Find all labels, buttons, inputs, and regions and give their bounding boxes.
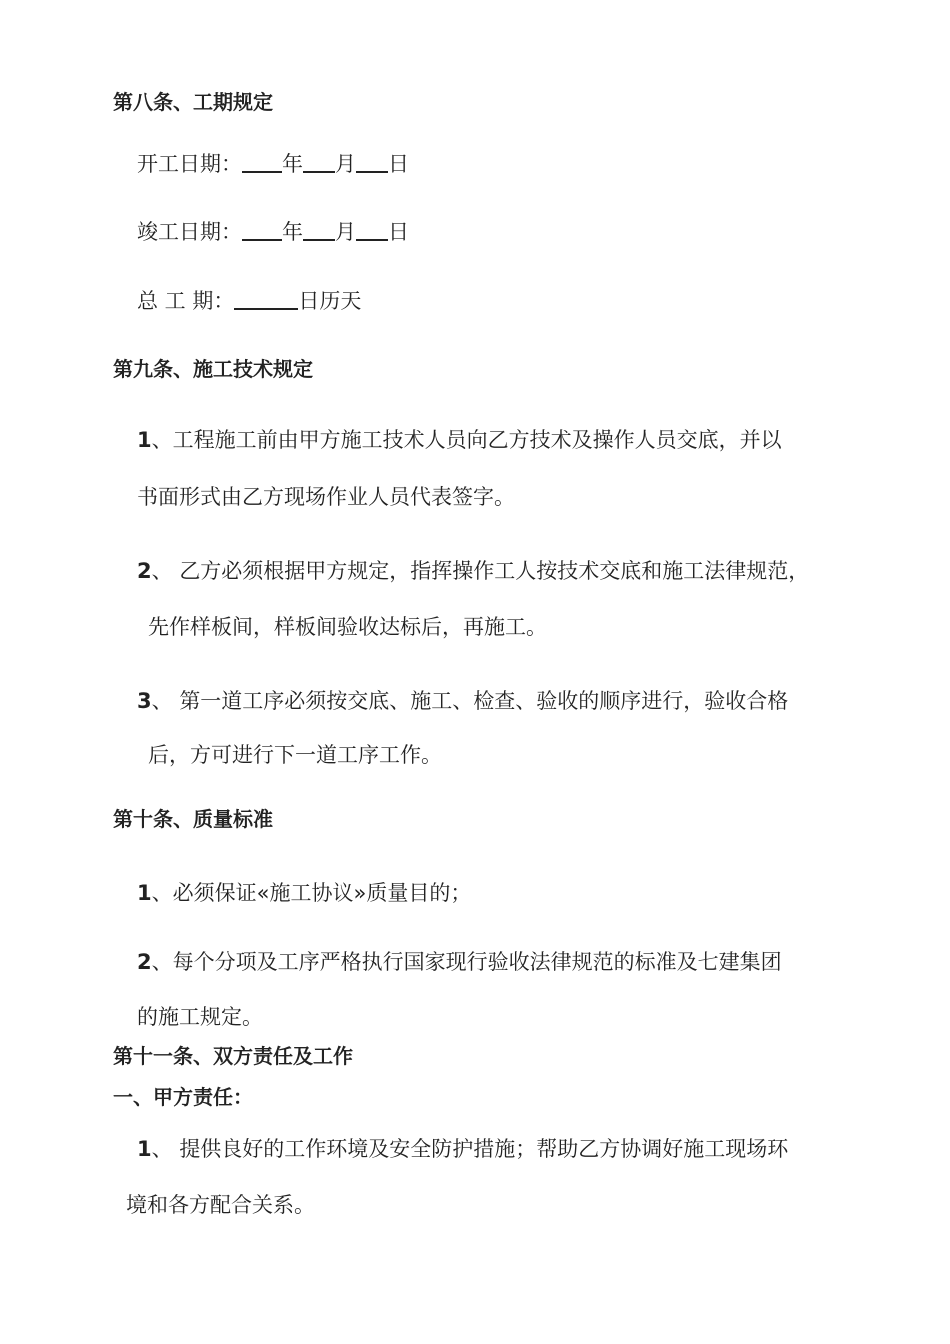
total-duration-unit: 日历天: [298, 289, 362, 313]
article-11-heading: 第十一条、双方责任及工作: [113, 1044, 353, 1068]
art11-item-1-line1: [137, 1135, 788, 1163]
start-month-blank[interactable]: [303, 151, 335, 173]
art9-item-2-line1: [137, 557, 809, 585]
item-text: 工程施工前由甲方施工技术人员向乙方技术及操作人员交底，并以: [172, 428, 782, 452]
art9-item-1-line2: 书面形式由乙方现场作业人员代表签字。: [137, 485, 515, 509]
item-number: 3: [137, 689, 152, 713]
end-date-label: 竣工日期：: [137, 220, 242, 244]
item-number: 2: [137, 559, 152, 583]
start-year-unit: 年: [282, 152, 303, 176]
article-9-heading: 第九条、施工技术规定: [113, 357, 313, 381]
item-number: 2: [137, 950, 152, 974]
art9-item-3-line1: [137, 687, 788, 715]
start-date-label: 开工日期：: [137, 152, 242, 176]
end-month-blank[interactable]: [303, 219, 335, 241]
start-day-blank[interactable]: [356, 151, 388, 173]
item-text: 乙方必须根据甲方规定，指挥操作工人按技术交底和施工法律规范，: [179, 559, 810, 583]
end-day-unit: 日: [388, 220, 409, 244]
start-month-unit: 月: [335, 152, 356, 176]
item-text: 必须保证«施工协议»质量目的；: [172, 881, 472, 905]
article-8-heading: 第八条、工期规定: [113, 90, 273, 114]
item-number: 1: [137, 881, 152, 905]
total-duration-line: [137, 287, 361, 315]
art9-item-1-line1: [137, 426, 782, 454]
end-year-unit: 年: [282, 220, 303, 244]
item-separator: 、: [151, 689, 180, 713]
art9-item-2-line2: 先作样板间，样板间验收达标后，再施工。: [148, 615, 547, 639]
art11-item-1-line2: 境和各方配合关系。: [126, 1193, 315, 1217]
item-text: 提供良好的工作环境及安全防护措施；帮助乙方协调好施工现场环: [179, 1137, 789, 1161]
end-day-blank[interactable]: [356, 219, 388, 241]
item-separator: 、: [151, 881, 173, 905]
art10-item-2-line1: [137, 948, 782, 976]
total-days-blank[interactable]: [234, 288, 298, 310]
party-a-responsibility-heading: 一、甲方责任：: [113, 1085, 253, 1109]
item-separator: 、: [151, 428, 173, 452]
end-date-line: [137, 218, 409, 246]
start-date-line: [137, 150, 409, 178]
item-number: 1: [137, 428, 152, 452]
item-separator: 、: [151, 1137, 180, 1161]
end-month-unit: 月: [335, 220, 356, 244]
item-separator: 、: [151, 950, 173, 974]
start-day-unit: 日: [388, 152, 409, 176]
start-year-blank[interactable]: [242, 151, 282, 173]
item-separator: 、: [151, 559, 180, 583]
art9-item-3-line2: 后，方可进行下一道工序工作。: [148, 743, 442, 767]
art10-item-2-line2: 的施工规定。: [137, 1005, 263, 1029]
item-text: 每个分项及工序严格执行国家现行验收法律规范的标准及七建集团: [172, 950, 782, 974]
total-duration-label: 总 工 期：: [137, 289, 235, 313]
item-number: 1: [137, 1137, 152, 1161]
article-10-heading: 第十条、质量标准: [113, 807, 273, 831]
end-year-blank[interactable]: [242, 219, 282, 241]
art10-item-1-line1: [137, 879, 471, 907]
item-text: 第一道工序必须按交底、施工、检查、验收的顺序进行，验收合格: [179, 689, 789, 713]
